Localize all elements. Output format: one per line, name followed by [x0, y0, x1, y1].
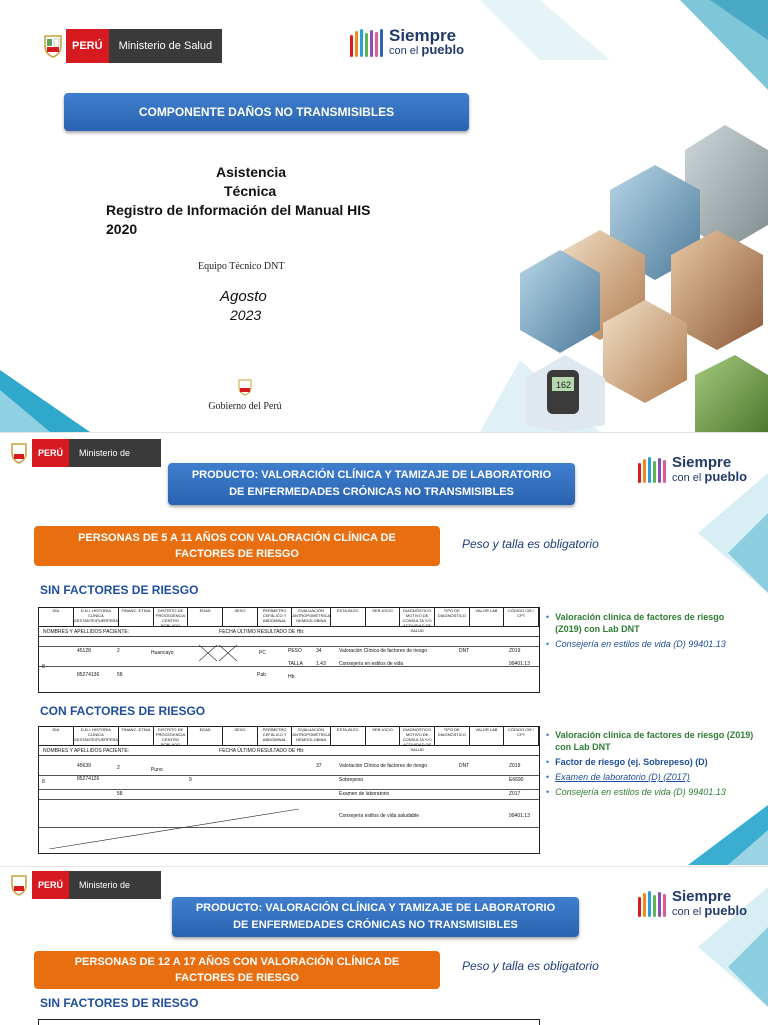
cell-talla-label: TALLA — [288, 661, 303, 667]
bullet-item — [546, 611, 742, 635]
his-form-table-con — [38, 726, 540, 854]
bullet-item — [546, 729, 756, 753]
cell-district: Puno — [151, 767, 163, 773]
header-cell: EDAD — [188, 608, 223, 626]
age-group-line1: PERSONAS DE 5 A 11 AÑOS CON VALORACIÓN CLÍNICA DE — [78, 532, 396, 544]
weight-height-note: Peso y talla es obligatorio — [462, 537, 599, 551]
coat-of-arms-icon — [6, 871, 32, 899]
header-cell: DISTRITO DE PROCEDENCIA CENTRO POBLADO — [154, 608, 189, 626]
siempre-bars-icon — [350, 29, 383, 57]
siempre-con-el-pueblo-logo — [638, 455, 747, 484]
patient-name-row — [39, 746, 539, 756]
bullet-text: Examen de laboratorio (D) (Z017) — [555, 772, 690, 782]
coat-of-arms-icon — [40, 32, 66, 60]
decorative-bottom-left-shape — [0, 350, 200, 432]
coat-of-arms-icon — [237, 378, 253, 396]
cell-dx4: Consejería estilos de vida saludable — [339, 813, 420, 819]
header-cell: SER-VICIO — [366, 727, 401, 745]
cell-peso-label: PESO — [288, 648, 302, 654]
bullet-dot-icon: • — [546, 772, 550, 782]
cell-district: Huancayo — [151, 650, 174, 656]
cell-code1: Z019 — [509, 648, 521, 654]
date-year: 2023 — [230, 307, 262, 323]
date-month: Agosto — [220, 288, 267, 305]
team-label: Equipo Técnico DNT — [198, 261, 285, 272]
bullet-dot-icon: • — [546, 639, 550, 649]
heading-sin-factores: SIN FACTORES DE RIESGO — [40, 996, 199, 1010]
cell-dni: 45639 — [77, 763, 91, 769]
header-cell: SER-VICIO — [366, 608, 401, 626]
header-cell: DÍA — [39, 727, 74, 745]
bullet-item — [546, 786, 756, 798]
bullet-text: Consejería en estilos de vida (D) 99401.13 — [555, 787, 726, 797]
age-group-line1: PERSONAS DE 12 A 17 AÑOS CON VALORACIÓN CLÍNICA DE — [74, 956, 400, 968]
product-banner-line2: DE ENFERMEDADES CRÓNICAS NO TRANSMISIBLES — [229, 486, 514, 498]
bullet-text: Consejería en estilos de vida (D) 99401.13 — [555, 639, 726, 649]
age-group-banner — [34, 526, 440, 566]
product-banner-line1: PRODUCTO: VALORACIÓN CLÍNICA Y TAMIZAJE DE LABORATORIO — [191, 469, 552, 481]
cell-code2: 99401.13 — [509, 661, 530, 667]
patient-name-label: NOMBRES Y APELLIDOS PACIENTE: — [43, 628, 130, 635]
peru-label: PERÚ — [32, 439, 69, 467]
header-cell: SEXO — [223, 727, 258, 745]
siempre-line2-prefix: con el — [672, 472, 702, 484]
cell-lab1: DNT — [459, 763, 470, 769]
title-line-3: Registro de Información del Manual HIS — [106, 202, 371, 218]
minsa-logo — [40, 29, 222, 63]
bullet-item — [546, 756, 756, 768]
cell-dx2: Consejería en estilos de vida — [339, 661, 404, 667]
header-cell: D.N.I. HISTORIA CLÍNICA GESTANTE/PUERPERA — [74, 608, 119, 626]
patient-name-label: NOMBRES Y APELLIDOS PACIENTE: — [43, 747, 130, 754]
crossed-cells-icon — [199, 645, 239, 679]
patient-name-row — [39, 627, 539, 637]
cell-dni: 45128 — [77, 648, 91, 654]
slide-title — [0, 0, 768, 432]
siempre-line2-prefix: con el — [389, 45, 419, 57]
cell-hb-label: Hb — [288, 674, 295, 680]
slide-12-17 — [0, 866, 768, 1025]
age-group-banner — [34, 951, 440, 989]
decorative-corner-shape — [678, 473, 768, 593]
weight-height-note: Peso y talla es obligatorio — [462, 959, 599, 973]
bullet-dot-icon: • — [546, 757, 550, 767]
siempre-bars-icon — [638, 891, 666, 917]
hb-date-label: FECHA ÚLTIMO RESULTADO DE Hb: — [219, 628, 305, 635]
his-form-table-partial — [38, 1019, 540, 1025]
cell-hc: 85274126 — [77, 776, 100, 782]
header-cell: PERÍMETRO CEFÁLICO Y ABDOMINAL — [258, 727, 293, 745]
header-cell: DÍA — [39, 608, 74, 626]
siempre-line1: Siempre — [672, 454, 732, 471]
heading-sin-factores: SIN FACTORES DE RIESGO — [40, 583, 199, 597]
product-banner-line1: PRODUCTO: VALORACIÓN CLÍNICA Y TAMIZAJE DE LABORATORIO — [195, 902, 556, 914]
cell-day: 8 — [42, 664, 45, 670]
siempre-line2-bold: pueblo — [421, 42, 465, 57]
header-cell: PERÍMETRO CEFÁLICO Y ABDOMINAL — [258, 608, 293, 626]
header-cell: CÓDIGO CIE / CPT — [504, 727, 539, 745]
header-cell: DIAGNÓSTICO MOTIVO DE CONSULTA Y/O ACTIVIDAD DE SALUD — [400, 727, 435, 745]
bullet-item — [546, 638, 742, 650]
cell-day: 8 — [42, 779, 45, 785]
strike-line — [49, 803, 299, 849]
bullet-text: Valoración clínica de factores de riesgo (Z019) con Lab DNT — [555, 730, 754, 752]
cell-code3: Z017 — [509, 791, 521, 797]
header-cell: CÓDIGO CIE / CPT — [504, 608, 539, 626]
header-cell: D.N.I. HISTORIA CLÍNICA GESTANTE/PUERPERA — [74, 727, 119, 745]
siempre-line1: Siempre — [672, 888, 732, 905]
presentation-title — [106, 163, 406, 239]
siempre-line1: Siempre — [389, 26, 457, 45]
title-line-1: Asistencia — [216, 164, 287, 180]
siempre-line2-prefix: con el — [672, 906, 702, 918]
cell-fin: 2 — [117, 648, 120, 654]
cell-dx3: Examen de laboratorio — [339, 791, 390, 797]
cell-code1: Z019 — [509, 763, 521, 769]
title-line-2: Técnica — [224, 183, 277, 199]
header-cell: EVALUACIÓN ANTROPOMÉTRICA HEMOGLOBINA — [292, 727, 331, 745]
peru-label: PERÚ — [32, 871, 69, 899]
cell-pc: PC — [259, 650, 266, 656]
coat-of-arms-icon — [6, 439, 32, 467]
header-cell: TIPO DE DIAGNÓSTICO — [435, 608, 470, 626]
bullet-text: Factor de riesgo (ej. Sobrepeso) (D) — [555, 757, 708, 767]
decorative-corner-shape-bottom — [648, 805, 768, 865]
heading-con-factores: CON FACTORES DE RIESGO — [40, 704, 206, 718]
header-cell: FINANC. ETNIA — [119, 608, 154, 626]
ministry-label: Ministerio de Salud — [69, 871, 161, 899]
gobierno-label: Gobierno del Perú — [208, 401, 282, 412]
product-banner-line2: DE ENFERMEDADES CRÓNICAS NO TRANSMISIBLES — [233, 919, 518, 931]
cell-code4: 99401.13 — [509, 813, 530, 819]
component-banner: COMPONENTE DAÑOS NO TRANSMISIBLES — [64, 93, 469, 131]
age-group-line2: FACTORES DE RIESGO — [175, 972, 299, 984]
cell-peso: 34 — [316, 648, 322, 654]
header-cell: TIPO DE DIAGNÓSTICO — [435, 727, 470, 745]
cell-talla: 1.43 — [316, 661, 326, 667]
product-banner — [168, 463, 575, 505]
header-cell: DIAGNÓSTICO MOTIVO DE CONSULTA Y/O ACTIVIDAD DE SALUD — [400, 608, 435, 626]
siempre-con-el-pueblo-logo — [350, 28, 464, 57]
bullet-item — [546, 771, 756, 783]
cell-dx2: Sobrepeso — [339, 777, 364, 783]
photo-collage — [505, 125, 768, 432]
siempre-con-el-pueblo-logo — [638, 889, 747, 918]
header-cell: DISTRITO DE PROCEDENCIA CENTRO POBLADO — [154, 727, 189, 745]
header-cell: FINANC. ETNIA — [119, 727, 154, 745]
product-banner — [172, 897, 579, 937]
header-cell: EVALUACIÓN ANTROPOMÉTRICA HEMOGLOBINA — [292, 608, 331, 626]
bullet-text: Valoración clínica de factores de riesgo (Z019) con Lab DNT — [555, 612, 725, 634]
siempre-bars-icon — [638, 457, 666, 483]
header-cell: VALOR LAB — [470, 727, 505, 745]
cell-etnia: 58 — [117, 791, 123, 797]
cell-dx1: Valoración Clínica de factores de riesgo — [339, 648, 428, 654]
his-form-table-sin — [38, 607, 540, 693]
bullets-sin-factores — [546, 611, 742, 653]
title-line-4: 2020 — [106, 221, 138, 237]
bullet-dot-icon: • — [546, 787, 550, 797]
header-cell: EDAD — [188, 727, 223, 745]
siempre-line2-bold: pueblo — [704, 469, 748, 484]
minsa-logo — [6, 871, 161, 918]
header-cell: VALOR LAB — [470, 608, 505, 626]
glucometer-reading: 162 — [556, 380, 572, 390]
bullet-dot-icon: • — [546, 612, 550, 622]
hb-date-label: FECHA ÚLTIMO RESULTADO DE Hb: — [219, 747, 305, 754]
cell-lab1: DNT — [459, 648, 470, 654]
peru-label: PERÚ — [66, 29, 109, 63]
slide-5-11 — [0, 432, 768, 865]
header-cell: SEXO — [223, 608, 258, 626]
ministry-label: Ministerio de Salud — [69, 439, 161, 467]
cell-fin: 2 — [117, 765, 120, 771]
cell-etnia: 58 — [117, 672, 123, 678]
header-cell: ESTA-BLEC — [331, 608, 366, 626]
cell-dx1: Valoración Clínica de factores de riesgo — [339, 763, 428, 769]
gobierno-logo — [200, 378, 290, 412]
age-group-line2: FACTORES DE RIESGO — [175, 548, 299, 560]
ministry-label: Ministerio de Salud — [109, 29, 223, 63]
cell-pab: Pab — [257, 672, 266, 678]
cell-age: 9 — [189, 777, 192, 783]
cell-peso: 37 — [316, 763, 322, 769]
bullets-con-factores — [546, 729, 756, 801]
header-cell: ESTA-BLEC — [331, 727, 366, 745]
minsa-logo — [6, 439, 161, 486]
cell-code2: E6690 — [509, 777, 524, 783]
cell-hc: 85274136 — [77, 672, 100, 678]
photo-hex-walk — [695, 355, 768, 432]
siempre-line2-bold: pueblo — [704, 903, 748, 918]
bullet-dot-icon: • — [546, 730, 550, 740]
